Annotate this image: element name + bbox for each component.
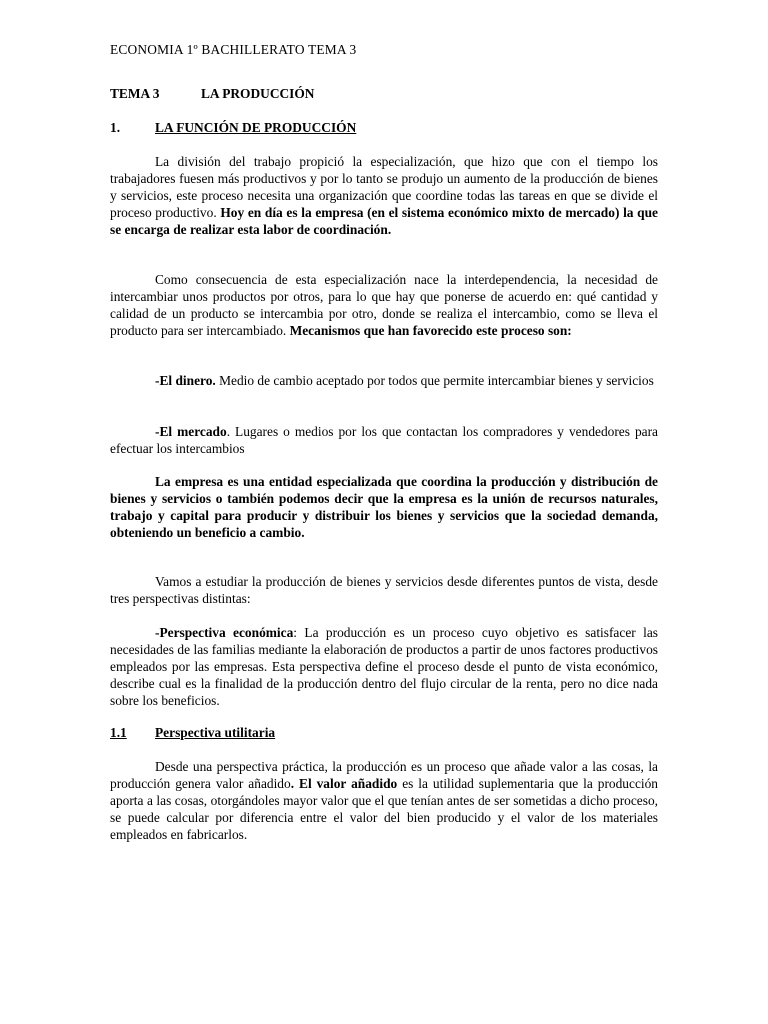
section-1-1-heading [110,724,658,741]
section-1-heading [110,119,658,136]
section-1-1-title: Perspectiva utilitaria [155,725,276,740]
section-1-1-number: 1.1 [110,725,127,740]
section-1-title: LA FUNCIÓN DE PRODUCCIÓN [155,120,357,135]
p5-text2: es la utilidad suplementaria que la producción aporta a las cosas, otorgándoles mayor valor que el que tenían antes de ser sometidas a dicho proceso, se puede calcular por diferencia entre el valor del bien producido y el valor de los materiales empleados en fabricarlos. [110,776,658,842]
dinero-term: -El dinero. [155,373,216,388]
definicion-bold: La empresa es una entidad especializada que coordina la producción y distribución de bienes y servicios o también podemos decir que la empresa es la unión de recursos naturales, trabajo y capital para producir y distribuir los bienes y servicios que la sociedad demanda, obteniendo un beneficio a cambio. [110,474,658,540]
paragraph-mercado [110,423,658,457]
tema-label: TEMA 3 [110,86,160,101]
p3-text: Vamos a estudiar la producción de bienes y servicios desde diferentes puntos de vista, desde tres perspectivas distintas: [110,574,658,606]
mercado-term: -El mercado [155,424,227,439]
tema-title: LA PRODUCCIÓN [201,86,315,101]
paragraph-valor-anadido [110,758,658,843]
p2-bold: Mecanismos que han favorecido este proceso son: [289,323,572,338]
paragraph-interdependencia [110,271,658,339]
p2-text: Como consecuencia de esta especialización nace la interdependencia, la necesidad de intercambiar unos productos por otros, para lo que hay que ponerse de acuerdo en: qué cantidad y calidad de un producto se intercambia por otro, donde se realiza el intercambio, como se lleva el producto para ser intercambiado. [110,272,658,338]
p4-term: -Perspectiva económica [155,625,294,640]
mercado-text: . Lugares o medios por los que contactan los compradores y vendedores para efectuar los intercambios [110,424,658,456]
p1-bold: Hoy en día es la empresa (en el sistema económico mixto de mercado) la que se encarga de realizar esta labor de coordinación. [110,205,658,237]
paragraph-dinero [110,372,658,389]
paragraph-perspectiva-economica [110,624,658,709]
p4-text: : La producción es un proceso cuyo objetivo es satisfacer las necesidades de las familias mediante la elaboración de productos a partir de unos factores productivos empleados por las empresas. Esta perspectiva define el proceso desde el punto de vista económico, describe cual es la finalidad de la producción dentro del flujo circular de la renta, pero no dice nada sobre los beneficios. [110,625,658,708]
page-header: ECONOMIA 1º BACHILLERATO TEMA 3 [110,42,357,57]
p5-bold: . El valor añadido [290,776,398,791]
p1-text: La división del trabajo propició la especialización, que hizo que con el tiempo los trabajadores fuesen más productivos y por lo tanto se produjo un aumento de la producción de bienes y servicios, este proceso necesita una organización que coordine todas las tareas en que se divide el proceso productivo. [110,154,658,220]
tema-heading [110,85,658,102]
paragraph-division-trabajo [110,153,658,238]
paragraph-perspectivas [110,573,658,607]
section-1-number: 1. [110,120,121,135]
p5-text1: Desde una perspectiva práctica, la producción es un proceso que añade valor a las cosas, la producción genera valor añadido [110,759,658,791]
dinero-text: Medio de cambio aceptado por todos que permite intercambiar bienes y servicios [215,373,654,388]
paragraph-definicion-empresa [110,473,658,541]
